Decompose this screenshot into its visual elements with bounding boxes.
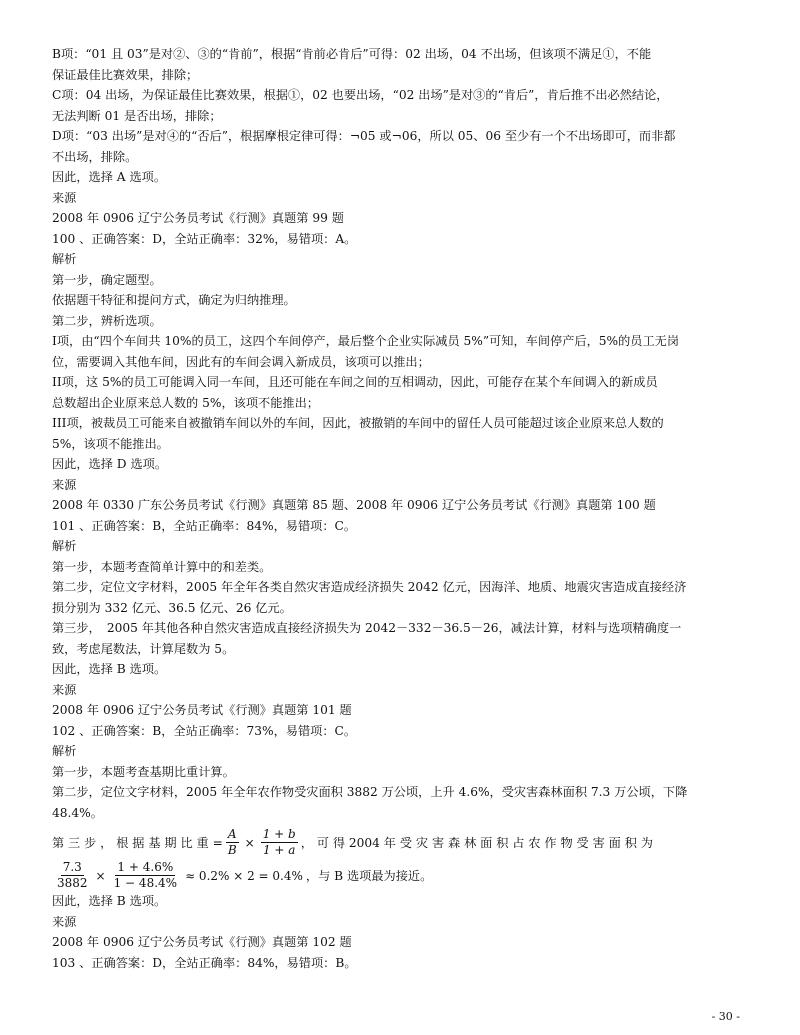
text-line: 第三步， 2005 年其他各种自然灾害造成直接经济损失为 2042－332－36.5－26，减法计算，材料与选项精确度一: [52, 621, 682, 635]
text-line: 来源: [52, 682, 77, 697]
fraction-denominator: 1 + a: [262, 843, 296, 857]
fraction-numerator: 7.3: [62, 860, 82, 874]
text-line: 第二步，定位文字材料，2005 年全年农作物受灾面积 3882 万公顷，上升 4.6%，受灾害森林面积 7.3 万公顷，下降: [52, 785, 688, 799]
text-line: 第二步，辨析选项。: [52, 313, 162, 328]
text-line: 102 、正确答案：B，全站正确率：73%，易错项：C。: [52, 723, 357, 738]
fraction-denominator: 1 − 48.4%: [113, 876, 178, 890]
fraction: [261, 827, 298, 858]
text-line: 因此，选择 B 选项。: [52, 662, 167, 676]
text-line: 总数超出企业原来总人数的 5%，该项不能推出；: [52, 395, 319, 410]
formula-line: [52, 827, 752, 858]
fraction: [112, 860, 179, 891]
text-line: 解析: [52, 744, 77, 758]
approximation: ≈ 0.2% × 2 = 0.4%: [185, 868, 303, 883]
formula-suffix: ， 可 得 2004 年 受 灾 害 森 林 面 积 占 农 作 物 受 害 面 积 为: [300, 835, 653, 850]
text-line: 无法判断 01 是否出场，排除；: [52, 108, 222, 123]
formula-prefix: 第 三 步 ， 根 据 基 期 比 重 =: [52, 835, 223, 850]
text-line: 因此，选择 A 选项。: [52, 170, 167, 184]
text-line: 因此，选择 D 选项。: [52, 457, 168, 471]
fraction-numerator: 1 + 4.6%: [117, 860, 174, 874]
text-line: 不出场，排除。: [52, 149, 138, 164]
text-line: 48.4%。: [52, 805, 103, 820]
text-line: 5%，该项不能推出。: [52, 436, 169, 451]
text-line: 第一步，确定题型。: [52, 272, 162, 287]
text-line: C项：04 出场，为保证最佳比赛效果，根据①，02 也要出场，“02 出场”是对③的“肯后”，肯后推不出必然结论，: [52, 88, 669, 102]
text-line: 保证最佳比赛效果，排除；: [52, 67, 199, 82]
text-line: B项：“01 且 03”是对②、③的“肯前”，根据“肯前必肯后”可得：02 出场，04 不出场，但该项不满足①，不能: [52, 47, 652, 61]
text-line: 2008 年 0906 辽宁公务员考试《行测》真题第 102 题: [52, 935, 352, 949]
text-line: 来源: [52, 477, 77, 492]
text-line: 第一步，本题考查基期比重计算。: [52, 764, 235, 779]
text-line: 第一步，本题考查简单计算中的和差类。: [52, 559, 272, 574]
formula-suffix: ，与 B 选项最为接近。: [305, 868, 433, 883]
formula-line: [52, 860, 752, 891]
text-line: 100 、正确答案：D，全站正确率：32%，易错项：A。: [52, 231, 357, 246]
text-line: 2008 年 0906 辽宁公务员考试《行测》真题第 99 题: [52, 211, 344, 225]
text-line: II项，这 5%的员工可能调入同一车间，且还可能在车间之间的互相调动，因此，可能存在某个车间调入的新成员: [52, 375, 658, 389]
fraction: [226, 827, 239, 858]
fraction-numerator: A: [227, 827, 237, 841]
text-line: 103 、正确答案：D，全站正确率：84%，易错项：B。: [52, 955, 357, 970]
document-body: [52, 44, 752, 973]
text-line: I项，由“四个车间共 10%的员工，这四个车间停产，最后整个企业实际减员 5%”可知，车间停产后，5%的员工无岗: [52, 334, 680, 348]
text-line: 解析: [52, 252, 77, 266]
text-line: 致，考虑尾数法，计算尾数为 5。: [52, 641, 235, 656]
times-operator: ×: [244, 835, 255, 850]
text-line: 损分别为 332 亿元、36.5 亿元、26 亿元。: [52, 600, 292, 615]
page-number: - 30 -: [711, 1010, 740, 1023]
text-line: 来源: [52, 190, 77, 205]
fraction-numerator: 1 + b: [262, 827, 296, 841]
fraction-denominator: 3882: [57, 876, 88, 890]
text-line: 来源: [52, 914, 77, 929]
text-line: III项，被裁员工可能来自被撤销车间以外的车间，因此，被撤销的车间中的留任人员可能超过该企业原来总人数的: [52, 416, 664, 430]
text-line: 解析: [52, 539, 77, 553]
text-line: D项：“03 出场”是对④的“否后”，根据摩根定律可得：¬05 或¬06，所以 05、06 至少有一个不出场即可，而非都: [52, 129, 676, 143]
text-line: 2008 年 0330 广东公务员考试《行测》真题第 85 题、2008 年 0906 辽宁公务员考试《行测》真题第 100 题: [52, 498, 656, 512]
fraction: [55, 860, 90, 891]
text-line: 位，需要调入其他车间，因此有的车间会调入新成员，该项可以推出；: [52, 354, 430, 369]
fraction-denominator: B: [227, 843, 237, 857]
text-line: 依据题干特征和提问方式，确定为归纳推理。: [52, 293, 296, 307]
text-line: 因此，选择 B 选项。: [52, 894, 167, 908]
times-operator: ×: [95, 868, 106, 883]
text-line: 101 、正确答案：B，全站正确率：84%，易错项：C。: [52, 518, 357, 533]
text-line: 2008 年 0906 辽宁公务员考试《行测》真题第 101 题: [52, 703, 352, 717]
text-line: 第二步，定位文字材料，2005 年全年各类自然灾害造成经济损失 2042 亿元，因海洋、地质、地震灾害造成直接经济: [52, 580, 687, 594]
